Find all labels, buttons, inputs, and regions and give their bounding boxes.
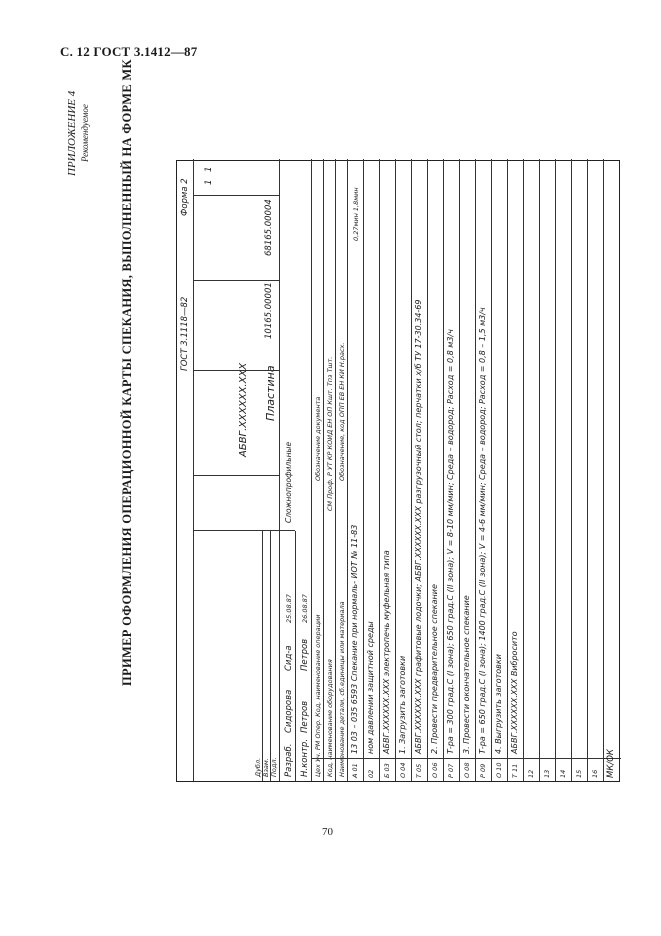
page-header: С. 12 ГОСТ 3.1412—87 xyxy=(60,44,198,59)
header-row-b: Код, наименование оборудования xyxy=(326,659,334,777)
razrab-label: Разраб. xyxy=(284,743,294,777)
nkontr-sign: Петров xyxy=(300,638,310,671)
label-podl: Подл. xyxy=(270,757,278,777)
row-divider xyxy=(539,159,540,781)
row-text: АБВГ.XXXXXX.XXX электропечь муфельная типа xyxy=(382,550,391,754)
header-row-km-doc: Обозначение, код ОПП ЕВ ЕН КИ Н.расх. xyxy=(338,342,346,481)
code-2: 68165.00004 xyxy=(264,199,274,256)
row-divider xyxy=(555,159,556,781)
row-number: 13 xyxy=(543,769,551,778)
row-text: Т-ра = 650 град.С (I зона); 1400 град.С (II зона); V = 4-6 мм/мин; Среда – водород; Расход = 0,8 – 1,5 м3/ч xyxy=(478,307,487,754)
row-text: 2. Провести предварительное спекание xyxy=(430,584,439,754)
sheet-total: 1 xyxy=(204,179,214,185)
sheet-no: 1 xyxy=(204,166,214,172)
row-divider xyxy=(363,159,364,781)
nkontr-label: Н.контр. xyxy=(300,738,310,777)
product-name: Пластина xyxy=(264,365,277,421)
row-number: А 01 xyxy=(351,763,359,778)
nkontr-date: 26.08.87 xyxy=(301,594,309,623)
label-vzam: Взам. xyxy=(262,758,270,777)
header-row-km: Наименование детали, сб.единицы или материала xyxy=(338,601,346,777)
time-values: 0,27мин 1,8мин xyxy=(352,187,360,241)
row-divider xyxy=(571,159,572,781)
row-number: Р 09 xyxy=(479,763,487,778)
row-divider xyxy=(459,159,460,781)
designation: АБВГ.XXXXXX.XXX xyxy=(238,362,249,457)
row-number: Т 11 xyxy=(511,763,519,778)
row-number: 02 xyxy=(367,769,375,778)
header-row-a: Цех Уч. РМ Опер. Код, наименование операции xyxy=(314,614,322,777)
page-number: 70 xyxy=(322,826,333,838)
razrab-date: 25.08.87 xyxy=(285,594,293,623)
row-number: 12 xyxy=(527,769,535,778)
row-divider xyxy=(475,159,476,781)
row-number: О 08 xyxy=(463,762,471,778)
row-number: О 04 xyxy=(399,762,407,778)
row-divider xyxy=(443,159,444,781)
row-number: 14 xyxy=(559,769,567,778)
row-number: Б 03 xyxy=(383,763,391,778)
row-number: 16 xyxy=(591,769,599,778)
appendix-label: ПРИЛОЖЕНИЕ 4 xyxy=(66,90,78,176)
row-text: 3. Провести окончательное спекание xyxy=(462,595,471,754)
header-row-b-norms: СМ Проф. Р УТ КР КОИД ЕН ОП Кшт. Тпз Тшт. xyxy=(326,356,334,511)
operation-card-form xyxy=(176,160,620,782)
row-text: 13 03 – 035 6593 Спекание при нормаль- ИОТ № 11-83 xyxy=(350,524,359,754)
form-number: Форма 2 xyxy=(180,178,190,216)
footer-code: МК/ОК xyxy=(606,749,616,778)
row-text: 1. Загрузить заготовки xyxy=(398,655,407,754)
row-divider xyxy=(507,159,508,781)
row-divider xyxy=(587,159,588,781)
row-text: 4. Выгрузить заготовки xyxy=(494,654,503,754)
row-text: АБВГ.XXXXXX.XXX графитовые лодочки; АБВГ.XXXXXX.XXX разгрузочный стол; перчатки х/б ТУ 17-30.34-69 xyxy=(414,299,423,754)
form-frame xyxy=(176,160,620,782)
row-divider xyxy=(379,159,380,781)
row-number: Р 07 xyxy=(447,763,455,778)
razrab-sign: Сид-а xyxy=(284,645,294,671)
row-divider xyxy=(411,159,412,781)
standard-label: ГОСТ 3.1118—82 xyxy=(180,296,190,371)
document-title: ПРИМЕР ОФОРМЛЕНИЯ ОПЕРАЦИОННОЙ КАРТЫ СПЕКАНИЯ, ВЫПОЛНЕННЫЙ НА ФОРМЕ МК xyxy=(120,59,134,686)
nkontr-name: Петров xyxy=(300,700,310,733)
row-divider xyxy=(523,159,524,781)
row-divider xyxy=(491,159,492,781)
row-number: О 10 xyxy=(495,762,503,778)
appendix-status: Рекомендуемое xyxy=(80,104,90,162)
row-divider xyxy=(395,159,396,781)
row-number: Т 05 xyxy=(415,763,423,778)
row-divider xyxy=(427,159,428,781)
header-row-a-doc: Обозначение документа xyxy=(314,396,322,481)
code-1: 10165.00001 xyxy=(264,282,274,339)
row-number: О 06 xyxy=(431,762,439,778)
razrab-name: Сидорова xyxy=(284,689,294,733)
row-number: 15 xyxy=(575,769,583,778)
label-dubl: Дубл. xyxy=(254,757,262,777)
row-text: Т-ра = 300 град.С (I зона); 650 град.С (II зона); V = 8-10 мм/мин; Среда – водород; Расход = 0,8 м3/ч xyxy=(446,329,455,754)
org-label: Сложнопрофильные xyxy=(284,441,293,523)
row-text: ном давлении защитной среды xyxy=(366,621,375,754)
row-divider xyxy=(603,159,604,781)
row-text: АБВГ.XXXXXX.XXX Вибросито xyxy=(510,631,519,754)
